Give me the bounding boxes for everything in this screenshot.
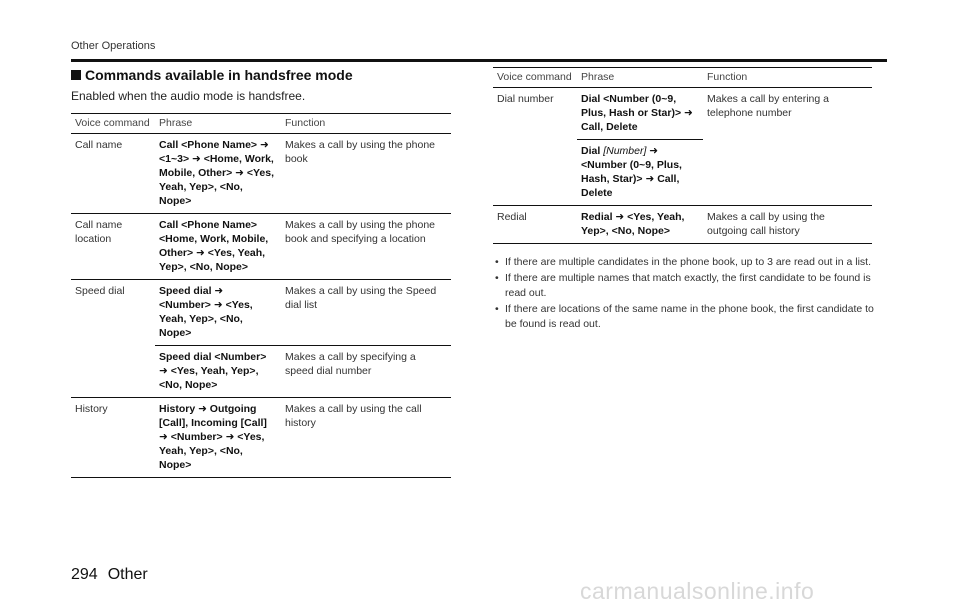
phrase-cell: Redial ➜ <Yes, Yeah, Yep>, <No, Nope> bbox=[577, 206, 703, 244]
table-row bbox=[71, 214, 451, 280]
header-voice-command: Voice command bbox=[71, 114, 155, 134]
voice-command-cell: Call name bbox=[71, 134, 155, 214]
header-function: Function bbox=[281, 114, 451, 134]
chapter-name: Other bbox=[107, 566, 148, 583]
number-placeholder: [Number] bbox=[603, 145, 647, 157]
header-rule bbox=[71, 59, 887, 62]
note-item: • If there are multiple candidates in the phone book, up to 3 are read out in a list. bbox=[493, 255, 875, 270]
intro-text: Enabled when the audio mode is handsfree. bbox=[71, 89, 306, 103]
notes-list bbox=[493, 255, 875, 333]
function-cell: Makes a call by using the phone book bbox=[281, 134, 451, 214]
page-footer bbox=[71, 566, 148, 584]
commands-table-left bbox=[71, 113, 451, 478]
phrase-cell: Dial <Number (0~9, Plus, Hash or Star)> ➜ Call, Delete bbox=[577, 88, 703, 140]
voice-command-cell: Redial bbox=[493, 206, 577, 244]
phrase-cell bbox=[577, 140, 703, 206]
table-row bbox=[71, 280, 451, 346]
header-voice-command: Voice command bbox=[493, 68, 577, 88]
note-item: • If there are locations of the same name in the phone book, the first candidate to be found is read out. bbox=[493, 302, 875, 332]
function-cell: Makes a call by using the call history bbox=[281, 398, 451, 478]
voice-command-cell: Call name location bbox=[71, 214, 155, 280]
function-cell: Makes a call by using the outgoing call history bbox=[703, 206, 872, 244]
commands-table-right bbox=[493, 67, 872, 244]
header-function: Function bbox=[703, 68, 872, 88]
square-bullet-icon bbox=[71, 70, 81, 80]
voice-command-cell: Speed dial bbox=[71, 280, 155, 398]
table-header-row bbox=[71, 114, 451, 134]
header-phrase: Phrase bbox=[155, 114, 281, 134]
table-row bbox=[493, 206, 872, 244]
note-item: • If there are multiple names that match exactly, the first candidate to be found is read out. bbox=[493, 271, 875, 301]
phrase-cell: Call <Phone Name> <Home, Work, Mobile, Other> ➜ <Yes, Yeah, Yep>, <No, Nope> bbox=[155, 214, 281, 280]
function-cell: Makes a call by entering a telephone number bbox=[703, 88, 872, 206]
section-header-label: Other Operations bbox=[71, 40, 156, 52]
table-row bbox=[71, 398, 451, 478]
page-number: 294 bbox=[71, 566, 98, 583]
phrase-cell: History ➜ Outgoing [Call], Incoming [Call] ➜ <Number> ➜ <Yes, Yeah, Yep>, <No, Nope> bbox=[155, 398, 281, 478]
section-title-text: Commands available in handsfree mode bbox=[85, 67, 353, 83]
header-phrase: Phrase bbox=[577, 68, 703, 88]
phrase-cell: Speed dial ➜ <Number> ➜ <Yes, Yeah, Yep>, <No, Nope> bbox=[155, 280, 281, 346]
voice-command-cell: Dial number bbox=[493, 88, 577, 206]
table-row bbox=[493, 88, 872, 140]
voice-command-cell: History bbox=[71, 398, 155, 478]
phrase-cell: Call <Phone Name> ➜ <1~3> ➜ <Home, Work, Mobile, Other> ➜ <Yes, Yeah, Yep>, <No, Nope> bbox=[155, 134, 281, 214]
function-cell: Makes a call by using the phone book and specifying a location bbox=[281, 214, 451, 280]
function-cell: Makes a call by specifying a speed dial number bbox=[281, 346, 451, 398]
phrase-cell: Speed dial <Number> ➜ <Yes, Yeah, Yep>, <No, Nope> bbox=[155, 346, 281, 398]
phrase-part: Dial bbox=[581, 145, 604, 157]
phrase-part: ➜ <Number (0~9, Plus, Hash, Star)> ➜ Call, Delete bbox=[581, 145, 682, 199]
table-header-row bbox=[493, 68, 872, 88]
function-cell: Makes a call by using the Speed dial list bbox=[281, 280, 451, 346]
table-row bbox=[71, 134, 451, 214]
watermark: carmanualsonline.info bbox=[580, 578, 815, 604]
section-title bbox=[71, 67, 353, 83]
